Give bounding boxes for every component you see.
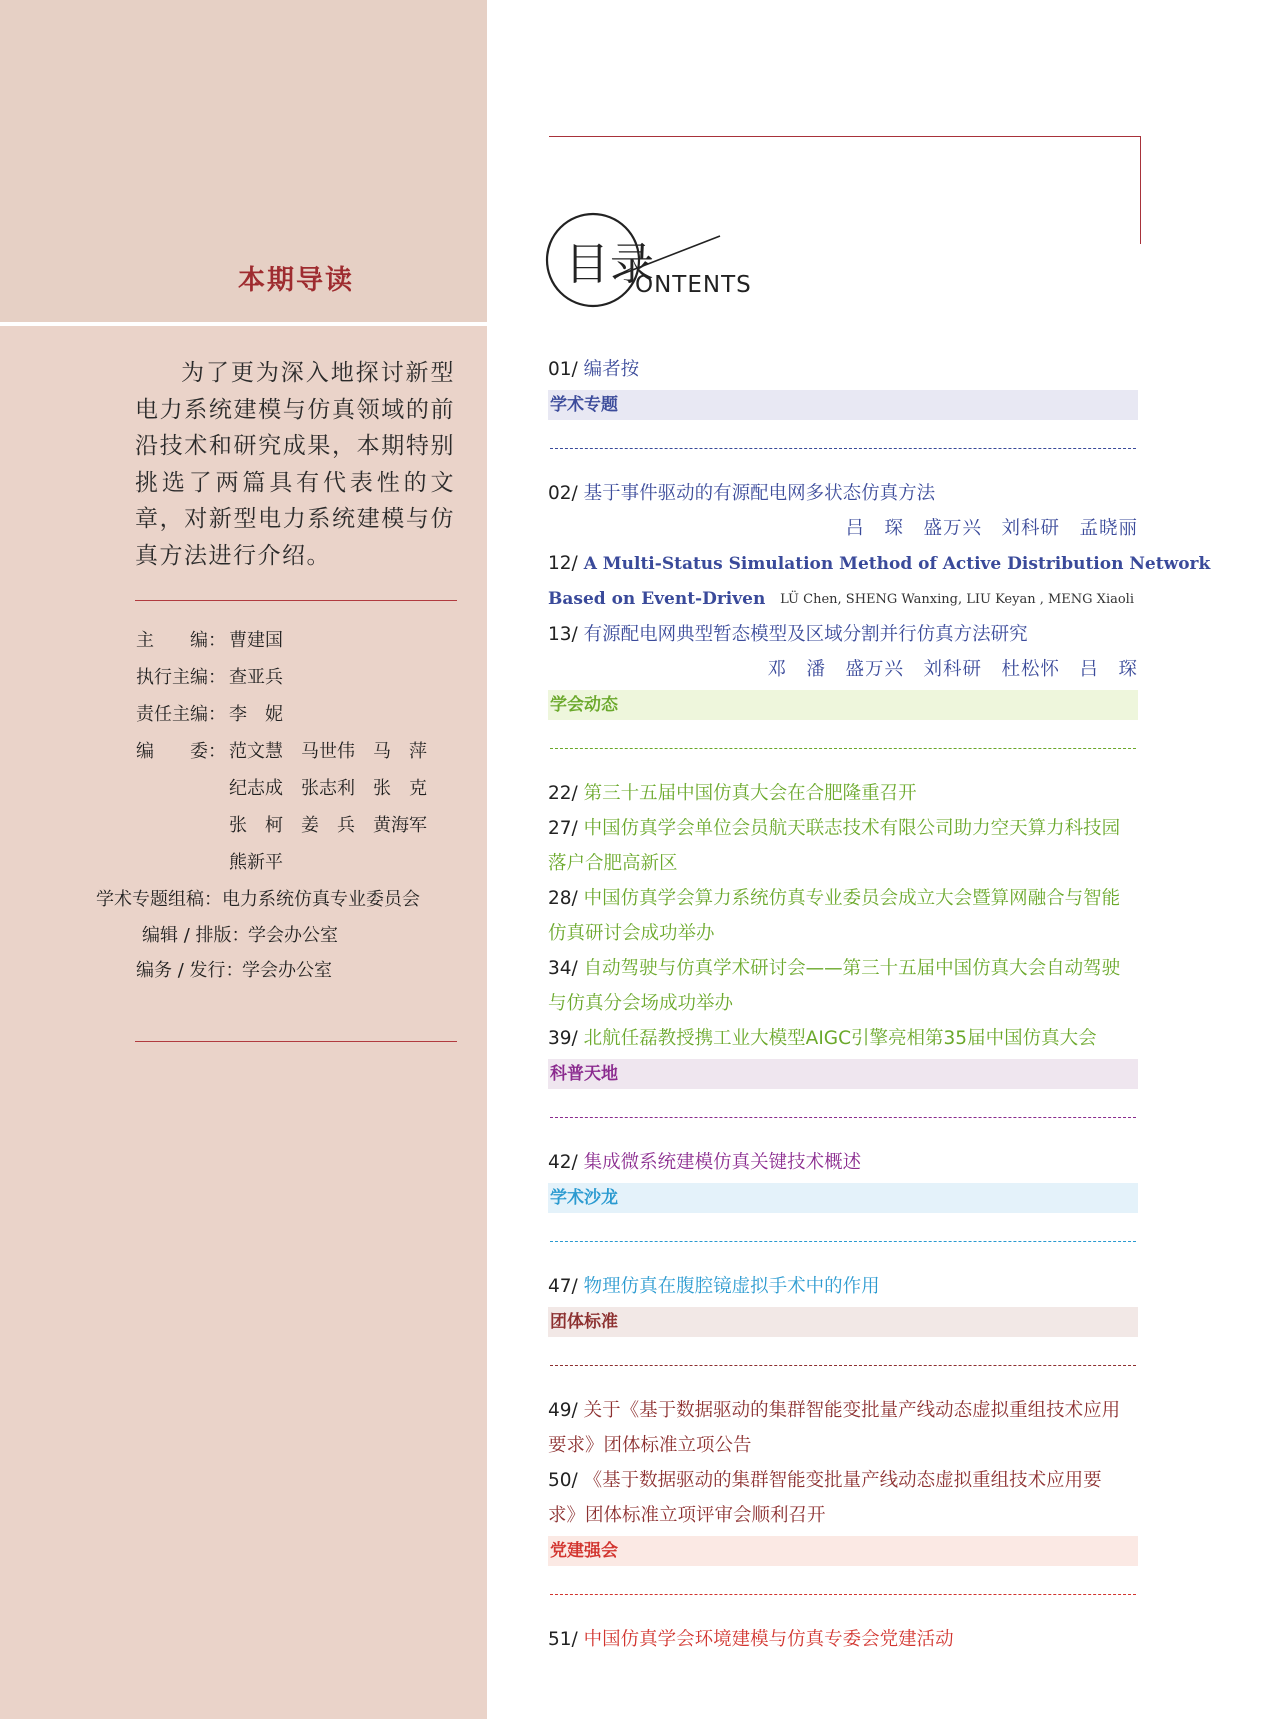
toc-page-number: 27/ [548,818,578,839]
toc-entry[interactable] [548,881,1140,916]
toc-page-number: 22/ [548,783,578,804]
staff-list [96,622,466,988]
toc-page-number: 42/ [548,1152,578,1173]
toc-page-number: 47/ [548,1276,578,1297]
intro-text: 为了更为深入地探讨新型电力系统建模与仿真领域的前沿技术和研究成果，本期特别挑选了两篇具有代表性的文章，对新型电力系统建模与仿真方法进行介绍。 [135,360,455,569]
toc-title-line2: 要求》团体标准立项公告 [548,1435,752,1456]
staff-row [96,733,466,770]
staff-row [96,953,466,988]
toc-page-number: 50/ [548,1470,578,1491]
staff-label: 编务 / 发行： [136,960,244,981]
toc-title-line2: 求》团体标准立项评审会顺利召开 [548,1505,826,1526]
toc-page-number: 01/ [548,359,578,380]
toc-entry[interactable] [548,1269,1140,1304]
frame-right-line [1140,136,1141,244]
staff-row [96,770,466,807]
staff-row [96,622,466,659]
staff-value: 学会办公室 [248,925,338,946]
toc-title: 《基于数据驱动的集群智能变批量产线动态虚拟重组技术应用要 [583,1470,1102,1491]
logo-en-text: ONTENTS [635,272,752,298]
toc-title: 北航任磊教授携工业大模型AIGC引擎亮相第35届中国仿真大会 [583,1028,1097,1049]
rule-bottom [135,1041,457,1042]
toc-title-line2: 与仿真分会场成功举办 [548,993,734,1014]
toc-entry[interactable] [548,617,1140,652]
staff-value: 李 妮 [229,704,283,725]
toc-page-number: 34/ [548,958,578,979]
guide-title: 本期导读 [238,265,354,296]
staff-value: 纪志成 张志利 张 克 [229,778,427,799]
staff-value: 熊新平 [229,852,283,873]
toc-page-number: 51/ [548,1629,578,1650]
staff-value: 学会办公室 [242,960,332,981]
staff-row [96,807,466,844]
toc-entry[interactable] [548,1463,1140,1498]
toc-entry[interactable] [548,1145,1140,1180]
toc-title: 有源配电网典型暂态模型及区域分割并行仿真方法研究 [583,624,1028,645]
toc-authors: 吕 琛 盛万兴 刘科研 孟晓丽 [845,518,1138,539]
staff-label: 编 委： [136,741,226,762]
left-divider [0,322,487,326]
table-of-contents [548,352,1211,1657]
toc-title: A Multi-Status Simulation Method of Active Distribution Network [583,554,1211,574]
toc-title: 中国仿真学会单位会员航天联志技术有限公司助力空天算力科技园 [583,818,1121,839]
section-academic-salon: 学术沙龙 [548,1183,1138,1213]
toc-title: 物理仿真在腹腔镜虚拟手术中的作用 [583,1276,880,1297]
section-divider [550,1594,1136,1596]
frame-top-line [549,136,1141,137]
section-academic: 学术专题 [548,390,1138,420]
staff-label: 主 编： [136,630,226,651]
staff-row [96,918,466,953]
logo-cn-text: 目录 [565,239,655,290]
toc-page-number: 12/ [548,553,578,574]
section-divider [550,1365,1136,1367]
toc-title: 关于《基于数据驱动的集群智能变批量产线动态虚拟重组技术应用 [583,1400,1121,1421]
toc-entry[interactable] [548,776,1140,811]
staff-value: 曹建国 [229,630,283,651]
toc-title: 基于事件驱动的有源配电网多状态仿真方法 [583,483,936,504]
toc-page-number: 39/ [548,1028,578,1049]
staff-label: 编辑 / 排版： [142,925,250,946]
toc-authors: LÜ Chen, SHENG Wanxing, LIU Keyan , MENG Xiaoli [780,592,1134,607]
toc-authors: 邓 潘 盛万兴 刘科研 杜松怀 吕 琛 [767,659,1138,680]
toc-title: 第三十五届中国仿真大会在合肥隆重召开 [583,783,917,804]
toc-title-line2: Based on Event-Driven [548,589,766,609]
section-divider [550,748,1136,750]
section-group-standards: 团体标准 [548,1307,1138,1337]
section-popular-science: 科普天地 [548,1059,1138,1089]
staff-value: 查亚兵 [229,667,283,688]
toc-page-number: 28/ [548,888,578,909]
toc-entry[interactable] [548,546,1211,582]
staff-value: 张 柯 姜 兵 黄海军 [229,815,427,836]
staff-row [96,659,466,696]
toc-page-number: 49/ [548,1400,578,1421]
staff-row [96,844,466,881]
toc-title: 中国仿真学会环境建模与仿真专委会党建活动 [583,1629,954,1650]
toc-entry[interactable] [548,951,1140,986]
staff-label: 执行主编： [136,667,226,688]
staff-row [96,881,466,918]
toc-title: 中国仿真学会算力系统仿真专业委员会成立大会暨算网融合与智能 [583,888,1121,909]
toc-title-line2: 落户合肥高新区 [548,853,678,874]
toc-entry[interactable] [548,811,1140,846]
toc-page-number: 13/ [548,624,578,645]
staff-value: 电力系统仿真专业委员会 [222,889,420,910]
staff-row [96,696,466,733]
section-party-building: 党建强会 [548,1536,1138,1566]
toc-entry[interactable] [548,476,1140,511]
staff-label: 学术专题组稿： [96,889,222,910]
contents-logo [545,210,765,310]
rule-top [135,600,457,601]
toc-title-line2: 仿真研讨会成功举办 [548,923,715,944]
toc-page-number: 02/ [548,483,578,504]
toc-title: 集成微系统建模仿真关键技术概述 [583,1152,862,1173]
toc-entry[interactable] [548,1622,1140,1657]
toc-entry-editor-note[interactable] [548,352,1140,387]
staff-value: 范文慧 马世伟 马 萍 [229,741,427,762]
toc-title: 自动驾驶与仿真学术研讨会——第三十五届中国仿真大会自动驾驶 [583,958,1121,979]
section-society-news: 学会动态 [548,690,1138,720]
section-divider [550,1241,1136,1243]
toc-entry[interactable] [548,1393,1140,1428]
toc-entry-continued [548,582,1140,617]
toc-entry[interactable] [548,1021,1140,1056]
toc-title: 编者按 [583,359,640,380]
section-divider [550,448,1136,450]
staff-label: 责任主编： [136,704,226,725]
section-divider [550,1117,1136,1119]
